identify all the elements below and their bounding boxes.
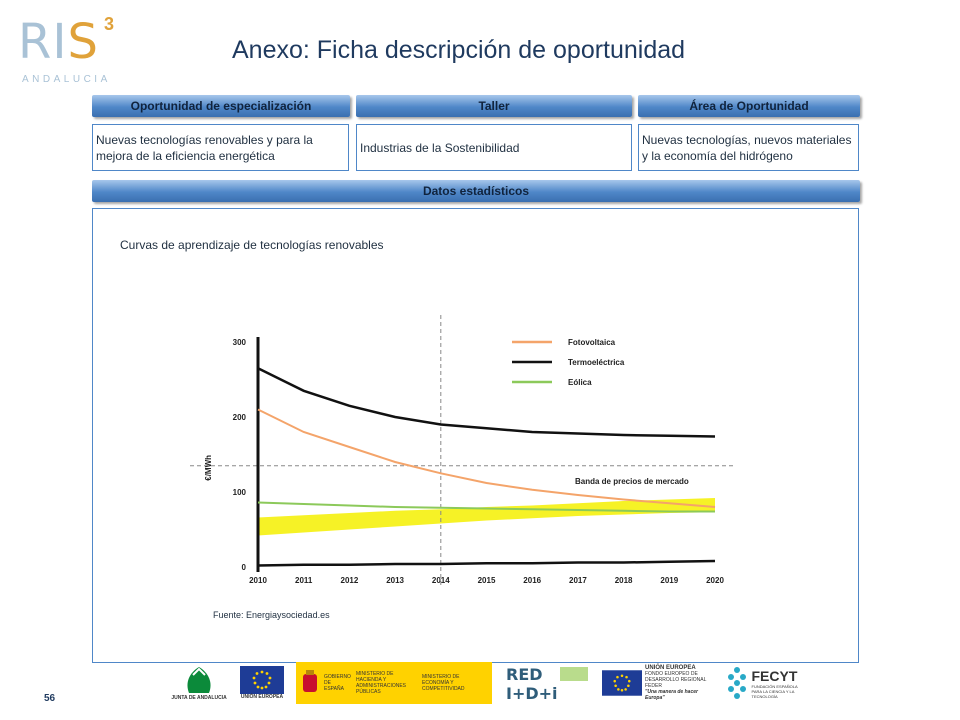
- svg-text:I+D+i: I+D+i: [506, 684, 558, 703]
- eu-logo: UNIÓN EUROPEA: [234, 662, 290, 704]
- learning-curve-chart: [190, 315, 750, 600]
- logo-subtext: ANDALUCIA: [22, 74, 111, 85]
- logo-text: RIS: [18, 14, 99, 70]
- x-tick-label: 2020: [706, 576, 724, 585]
- x-tick-label: 2012: [340, 576, 359, 585]
- band-label: Banda de precios de mercado: [575, 477, 689, 486]
- series-line-fotovoltaica: [258, 410, 715, 508]
- page-number: 56: [44, 693, 56, 704]
- eu-flag-icon: [602, 670, 642, 696]
- y-tick-label: 100: [232, 488, 246, 497]
- series-line-termoeléctrica: [258, 368, 715, 436]
- chart-subtitle: Curvas de aprendizaje de tecnologías renovables: [120, 238, 384, 252]
- svg-text:RED: RED: [506, 665, 543, 684]
- baseline-line: [258, 561, 715, 566]
- page-title: Anexo: Ficha descripción de oportunidad: [232, 36, 686, 64]
- x-tick-label: 2011: [295, 576, 313, 585]
- fecyt-logo: FECYT FUNDACIÓN ESPAÑOLA PARA LA CIENCIA Y LA TECNOLOGÍA: [720, 662, 806, 704]
- feder-logo: UNIÓN EUROPEA FONDO EUROPEO DE DESARROLLO REGIONAL FEDER "Una manera de hacer Europa": [602, 662, 714, 704]
- ris3-logo: [18, 14, 118, 84]
- y-tick-label: 200: [232, 413, 246, 422]
- header-datos: Datos estadísticos: [92, 180, 860, 202]
- header-oportunidad: Oportunidad de especialización: [92, 95, 350, 117]
- market-price-band: [258, 498, 715, 536]
- coat-of-arms-icon: [300, 668, 320, 698]
- y-axis-label: €/MWh: [204, 454, 213, 481]
- x-tick-label: 2016: [523, 576, 542, 585]
- logo-superscript: 3: [104, 14, 115, 34]
- eu-flag-icon: [240, 666, 284, 694]
- x-tick-label: 2017: [569, 576, 587, 585]
- x-tick-label: 2014: [431, 576, 450, 585]
- header-taller: Taller: [356, 95, 632, 117]
- legend-label: Eólica: [568, 378, 592, 387]
- source-note: Fuente: Energiaysociedad.es: [213, 610, 330, 620]
- red-idi-logo: [498, 662, 596, 704]
- header-area: Área de Oportunidad: [638, 95, 860, 117]
- legend-label: Fotovoltaica: [568, 338, 616, 347]
- x-tick-label: 2015: [477, 576, 496, 585]
- x-tick-label: 2010: [249, 576, 267, 585]
- box-taller: Industrias de la Sostenibilidad: [356, 124, 632, 171]
- footer-logos: [170, 658, 820, 708]
- x-tick-label: 2013: [386, 576, 404, 585]
- fecyt-dots-icon: [725, 666, 749, 700]
- y-tick-label: 300: [232, 338, 246, 347]
- red-idi-icon: [502, 663, 592, 703]
- legend-label: Termoeléctrica: [568, 358, 625, 367]
- x-tick-label: 2018: [614, 576, 633, 585]
- x-tick-label: 2019: [660, 576, 679, 585]
- box-oportunidad: Nuevas tecnologías renovables y para la mejora de la eficiencia energética: [92, 124, 349, 171]
- junta-logo: JUNTA DE ANDALUCIA: [170, 662, 228, 704]
- y-tick-label: 0: [241, 563, 246, 572]
- box-area: Nuevas tecnologías, nuevos materiales y la economía del hidrógeno: [638, 124, 859, 171]
- gobierno-logos: GOBIERNO DE ESPAÑA MINISTERIO DE HACIENDA Y ADMINISTRACIONES PÚBLICAS MINISTERIO DE ECONOMÍA Y COMPETITIVIDAD: [296, 662, 492, 704]
- junta-emblem-icon: [179, 665, 219, 695]
